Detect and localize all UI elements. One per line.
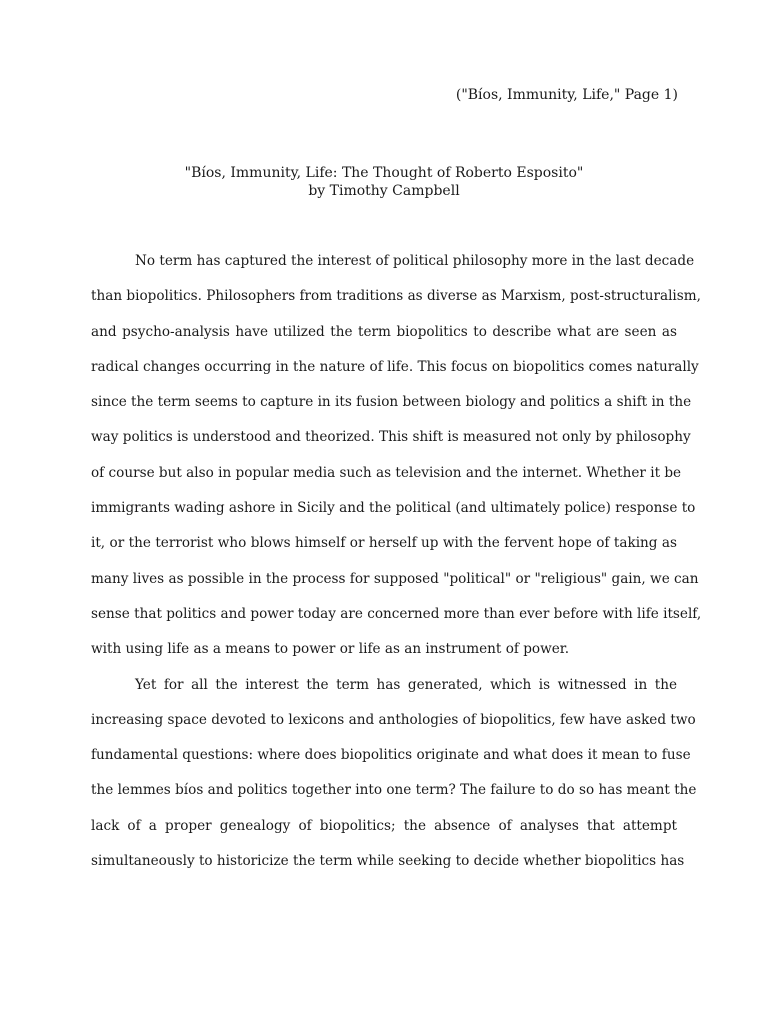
- paragraph-2-line-3: fundamental questions: where does biopolitics originate and what does it mean to fuse: [91, 747, 691, 764]
- paragraph-2-line-4: the lemmes bíos and politics together into one term? The failure to do so has meant the: [91, 782, 697, 799]
- document-byline: by Timothy Campbell: [308, 183, 460, 199]
- paragraph-1-line-2: than biopolitics. Philosophers from traditions as diverse as Marxism, post-structuralism,: [91, 288, 701, 305]
- paragraph-1-line-3: and psycho-analysis have utilized the term biopolitics to describe what are seen as: [91, 323, 677, 340]
- paragraph-2-line-1: Yet for all the interest the term has generated, which is witnessed in the: [135, 676, 677, 693]
- running-header: ("Bíos, Immunity, Life," Page 1): [455, 87, 678, 103]
- paragraph-2-line-2: increasing space devoted to lexicons and anthologies of biopolitics, few have asked two: [91, 711, 696, 728]
- paragraph-1-line-1: No term has captured the interest of political philosophy more in the last decade: [135, 253, 695, 269]
- paragraph-1-line-5: since the term seems to capture in its fusion between biology and politics a shift in the: [91, 394, 692, 411]
- document-title: "Bíos, Immunity, Life: The Thought of Roberto Esposito": [184, 165, 584, 181]
- paragraph-1-line-6: way politics is understood and theorized. This shift is measured not only by philosophy: [91, 429, 691, 446]
- paragraph-1-line-7: of course but also in popular media such as television and the internet. Whether it be: [91, 464, 682, 481]
- paragraph-2-line-5: lack of a proper genealogy of biopolitics; the absence of analyses that attempt: [91, 817, 677, 834]
- paragraph-1-line-12: with using life as a means to power or life as an instrument of power.: [91, 641, 570, 658]
- paragraph-2-line-6: simultaneously to historicize the term while seeking to decide whether biopolitics has: [91, 853, 685, 870]
- paragraph-1-line-4: radical changes occurring in the nature of life. This focus on biopolitics comes naturally: [91, 358, 699, 375]
- paragraph-1-line-8: immigrants wading ashore in Sicily and the political (and ultimately police) response to: [91, 500, 696, 517]
- paragraph-1-line-9: it, or the terrorist who blows himself or herself up with the fervent hope of taking as: [91, 535, 677, 552]
- paragraph-1-line-10: many lives as possible in the process for supposed "political" or "religious" gain, we can: [91, 570, 699, 587]
- title-block: [0, 164, 768, 200]
- paragraph-1-line-11: sense that politics and power today are concerned more than ever before with life itself,: [91, 605, 702, 622]
- body-text: [91, 252, 702, 887]
